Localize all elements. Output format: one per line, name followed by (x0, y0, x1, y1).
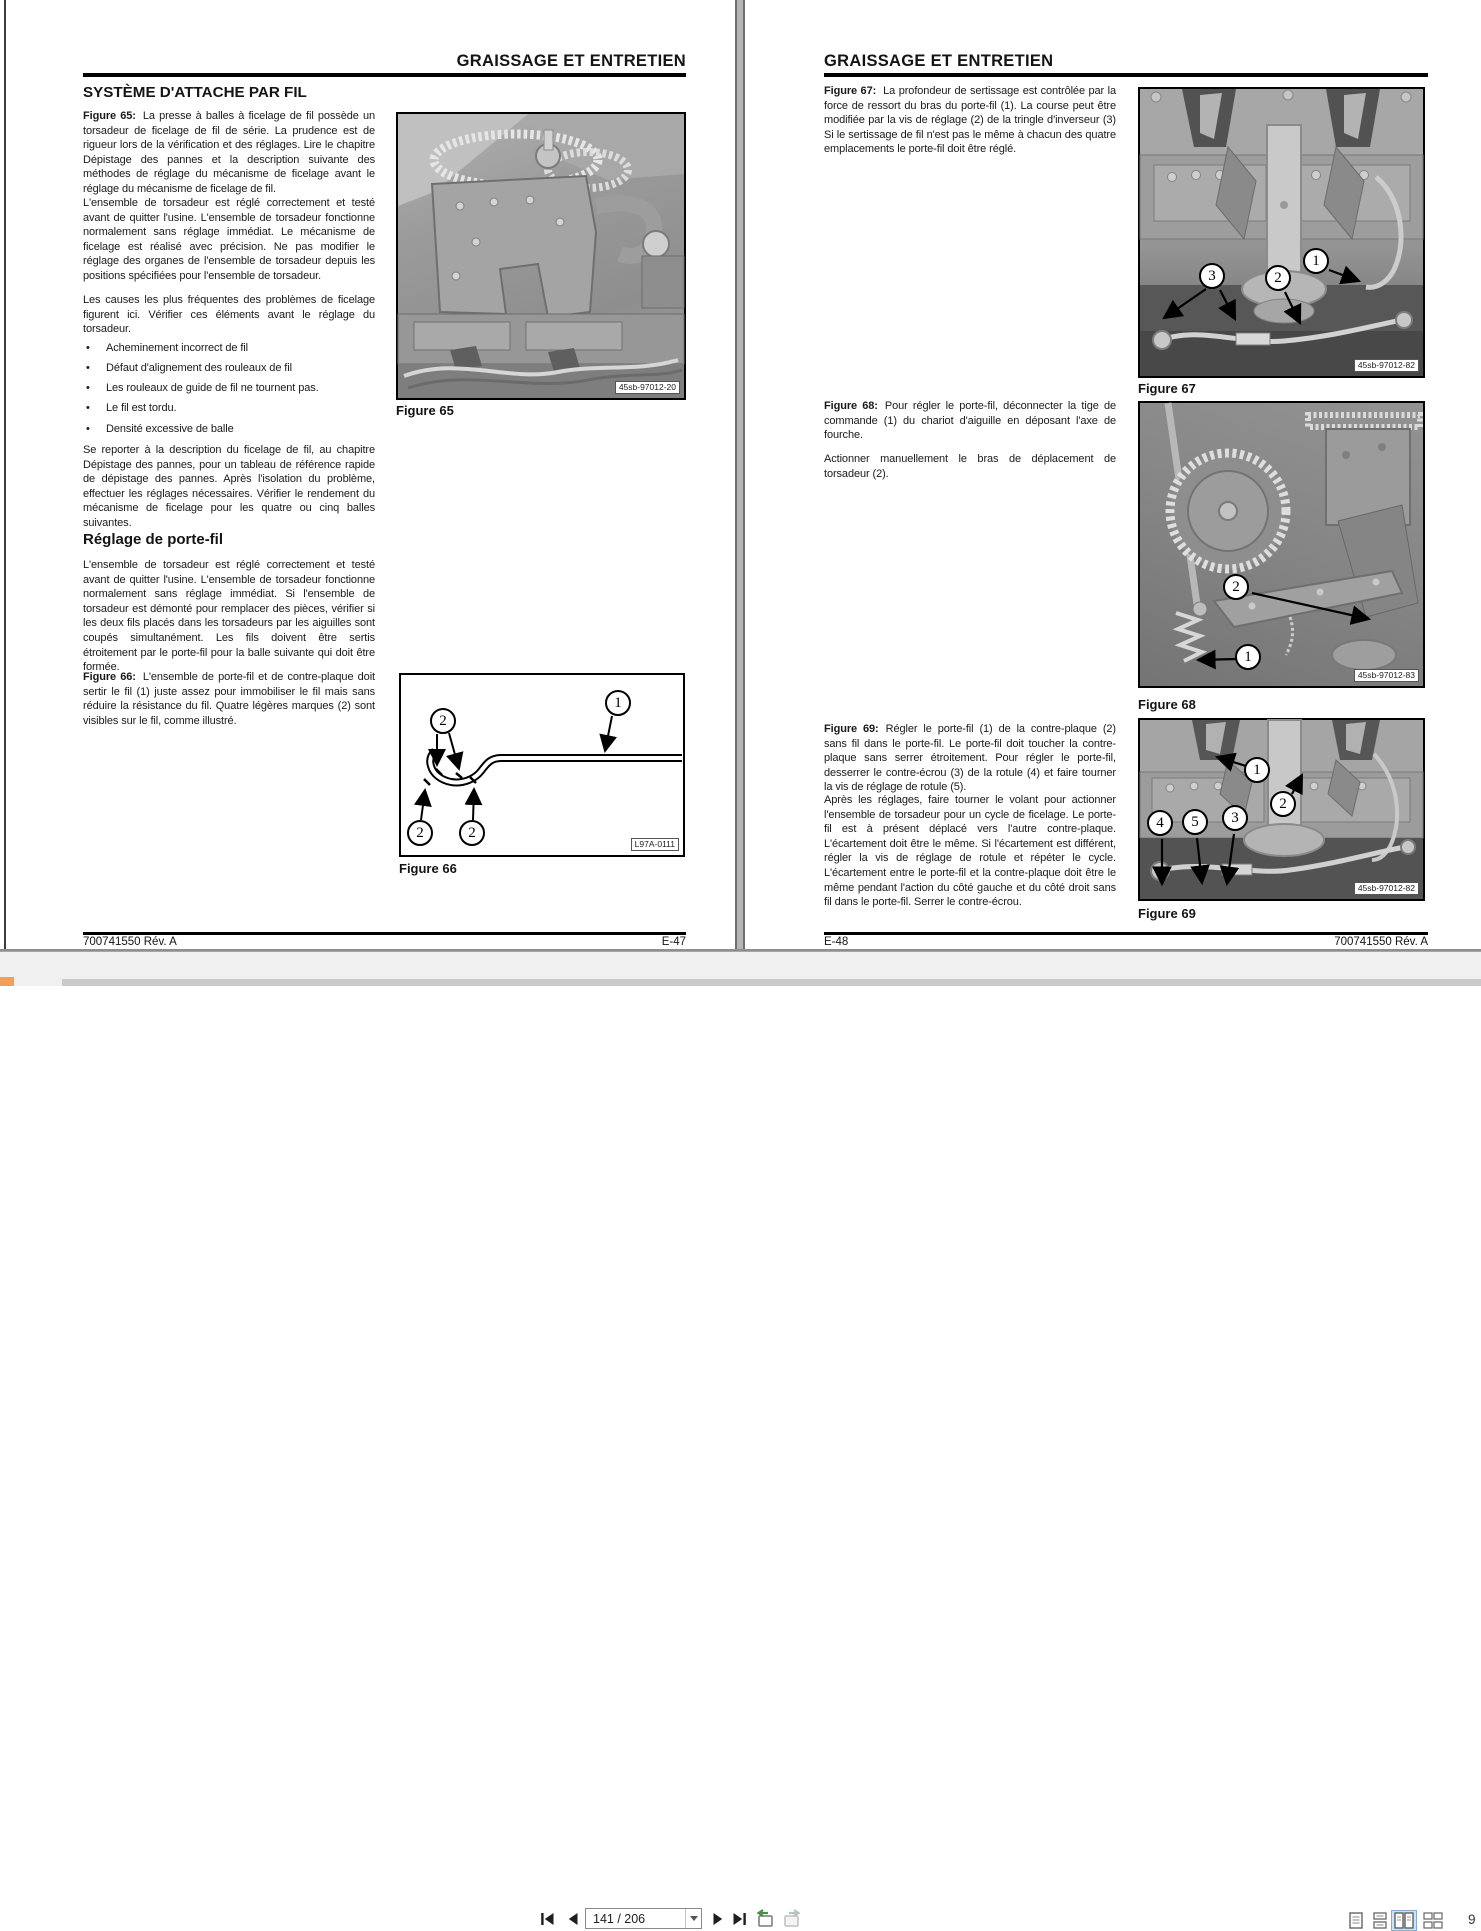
callout-1: 1 (605, 690, 631, 716)
list-item: • Densité excessive de balle (86, 423, 234, 435)
paragraph-figure-68: Figure 68: Pour régler le porte-fil, déconnecter la tige de commande (1) du chariot d'aiguille en déposant l'axe de fourche. (824, 400, 1116, 442)
page-header-title: GRAISSAGE ET ENTRETIEN (824, 52, 1054, 70)
figure-66-diagram (399, 673, 685, 857)
callout-3: 3 (1222, 805, 1248, 831)
diagram-id-tag: L97A-0111 (631, 838, 679, 851)
figure-69-ref: Figure 69: (824, 723, 879, 735)
bullet-icon: • (86, 382, 90, 394)
section-title: SYSTÈME D'ATTACHE PAR FIL (83, 84, 307, 101)
page-footer (824, 936, 1428, 948)
paragraph-figure-67: Figure 67: La profondeur de sertissage est contrôlée par la force de ressort du bras du porte-fil (1). La course peut être modifiée par la vis de réglage (2) de la tringle d'inverseur (3) Si le sertissage de fil n'est pas le même à chacun des quatre emplacements le porte-fil doit être réglé. (824, 85, 1116, 156)
callout-2: 2 (1223, 574, 1249, 600)
page-gutter (735, 0, 745, 949)
page-number: E-47 (661, 936, 686, 948)
photo-id-tag: 45sb-97012-83 (1354, 669, 1419, 682)
callout-3: 3 (1199, 263, 1225, 289)
callout-2: 2 (407, 820, 433, 846)
figure-69-photo (1138, 718, 1425, 901)
callout-1: 1 (1235, 644, 1261, 670)
single-page-view-button[interactable] (1345, 1910, 1367, 1931)
two-page-scroll-icon (1423, 1912, 1443, 1929)
document-number: 700741550 Rév. A (83, 936, 177, 948)
window-bottom-strip (62, 979, 1481, 986)
last-page-button[interactable] (728, 1908, 750, 1930)
list-item: • Le fil est tordu. (86, 402, 177, 414)
figure-68-photo (1138, 401, 1425, 688)
figure-65-caption: Figure 65 (396, 403, 454, 418)
page-number: E-48 (824, 936, 849, 948)
next-page-button[interactable] (706, 1908, 728, 1930)
continuous-scroll-view-button[interactable] (1369, 1910, 1391, 1931)
figure-67-photo (1138, 87, 1425, 378)
callout-1: 1 (1303, 248, 1329, 274)
chevron-down-icon (690, 1916, 698, 1921)
subsection-title: Réglage de porte-fil (83, 531, 224, 548)
page-footer (83, 936, 686, 948)
two-page-scroll-view-button[interactable] (1421, 1910, 1445, 1931)
header-rule (824, 73, 1428, 77)
continuous-scroll-icon (1373, 1912, 1387, 1929)
paragraph: Actionner manuellement le bras de déplacement de torsadeur (2). (824, 453, 1116, 480)
zoom-level-text: 9 (1468, 1912, 1476, 1927)
callout-5: 5 (1182, 809, 1208, 835)
paragraph: Après les réglages, faire tourner le volant pour actionner l'ensemble de torsadeur pour un cycle de ficelage. Le porte-fil est à présent déplacé vers l'autre contre-plaque. L'écartement doit être le même. Si l'écartement est différent, régler la vis de réglage de rotule et répéter le cycle. L'écartement entre le porte-fil et la contre-plaque doit être le même pendant l'action du côté gauche et du côté droit sans fil dans le porte-fil. Serrer le contre-écrou. (824, 794, 1116, 909)
document-number: 700741550 Rév. A (1334, 936, 1428, 948)
page-indicator: 141 / 206 (593, 1911, 646, 1926)
right-text-column (824, 84, 1116, 924)
two-page-icon (1394, 1912, 1414, 1929)
figure-65-photo (396, 112, 686, 400)
document-page-right (745, 0, 1481, 949)
figure-66-ref: Figure 66: (83, 671, 136, 683)
bullet-icon: • (86, 402, 90, 414)
left-text-column (83, 82, 375, 882)
previous-view-icon (753, 1909, 775, 1929)
list-item: • Acheminement incorrect de fil (86, 342, 248, 354)
document-page-left (6, 0, 735, 949)
list-item: • Défaut d'alignement des rouleaux de fil (86, 362, 292, 374)
callout-2: 2 (1270, 791, 1296, 817)
paragraph: Les causes les plus fréquentes des problèmes de ficelage figurent ici. Vérifier ces éléments avant le réglage du torsadeur. (83, 294, 375, 336)
paragraph-figure-69: Figure 69: Régler le porte-fil (1) de la contre-plaque (2) sans fil dans le porte-fil. Le porte-fil doit toucher la contre-plaque sans serrer étroitement. Pour régler le porte-fil, desserrer le contre-écrou (3) de la rotule (4) et faire tourner la vis de réglage de rotule (5). (824, 723, 1116, 794)
figure-68-ref: Figure 68: (824, 400, 878, 412)
last-page-icon (732, 1912, 747, 1926)
callout-arrows (1140, 403, 1423, 686)
previous-page-button[interactable] (562, 1908, 584, 1930)
figure-67-ref: Figure 67: (824, 85, 877, 97)
first-page-button[interactable] (536, 1908, 558, 1930)
bullet-icon: • (86, 362, 90, 374)
callout-4: 4 (1147, 810, 1173, 836)
page-number-input[interactable] (585, 1908, 702, 1929)
machinery-illustration (398, 114, 684, 398)
callout-1: 1 (1244, 757, 1270, 783)
single-page-icon (1349, 1912, 1363, 1929)
bullet-icon: • (86, 342, 90, 354)
first-page-icon (540, 1912, 555, 1926)
paragraph: L'ensemble de torsadeur est réglé correctement et testé avant de quitter l'usine. L'ensemble de torsadeur fonctionne normalement sans réglage immédiat. Si l'ensemble de torsadeur est démonté pour remplacer des pièces, vérifier si les deux fils placés dans les torsadeurs par les aiguilles sont coupés simultanément. Les fils doivent être sertis étroitement par le porte-fil pour la balle suivante qui doit être formée. (83, 559, 375, 674)
footer-rule (824, 932, 1428, 935)
previous-view-button[interactable] (752, 1907, 776, 1930)
footer-rule (83, 932, 686, 935)
figure-69-caption: Figure 69 (1138, 906, 1196, 921)
paragraph-figure-66: Figure 66: L'ensemble de porte-fil et de contre-plaque doit sertir le fil (1) juste assez pour immobiliser le fil mais sans réduire la résistance du fil. Quatre légères marques (2) sont visibles sur le fil, comme illustré. (83, 671, 375, 727)
previous-page-icon (568, 1912, 579, 1926)
callout-2: 2 (1265, 265, 1291, 291)
taskbar-accent (0, 977, 14, 986)
next-view-button[interactable] (781, 1907, 805, 1930)
paragraph-figure-65: Figure 65: La presse à balles à ficelage de fil possède un torsadeur de ficelage de fil de série. La prudence est de rigueur lors de la vérification et des réglages. Lire le chapitre Dépistage des pannes et la description suivante des méthodes de réglage du mécanisme de ficelage avant le réglage du mécanisme de ficelage de fil. (83, 110, 376, 195)
list-item: • Les rouleaux de guide de fil ne tournent pas. (86, 382, 319, 394)
callout-2: 2 (459, 820, 485, 846)
figure-67-caption: Figure 67 (1138, 381, 1196, 396)
bullet-icon: • (86, 423, 90, 435)
viewport-left-edge (4, 0, 6, 949)
page-dropdown[interactable] (685, 1909, 701, 1928)
paragraph: L'ensemble de torsadeur est réglé correctement et testé avant de quitter l'usine. L'ensemble de torsadeur fonctionne normalement sans réglage immédiat. Le mécanisme de ficelage est réalisé avec précision. Ne pas modifier le réglage des organes de l'ensemble de torsadeur depuis les positions spécifiées pour l'ensemble de torsadeur. (83, 197, 375, 282)
photo-id-tag: 45sb-97012-82 (1354, 359, 1419, 372)
figure-66-caption: Figure 66 (399, 861, 457, 876)
photo-id-tag: 45sb-97012-20 (615, 381, 680, 394)
photo-id-tag: 45sb-97012-82 (1354, 882, 1419, 895)
paragraph: Se reporter à la description du ficelage de fil, au chapitre Dépistage des pannes, pour un tableau de référence rapide de dépistage des pannes. Après l'isolation du problème, effectuer les réglages nécessaires. Vérifier le rendement du mécanisme de ficelage pour les quatre ou cinq balles suivantes. (83, 444, 375, 529)
callout-arrows (1140, 89, 1423, 376)
two-page-view-button[interactable] (1391, 1910, 1417, 1931)
wire-diagram (401, 675, 683, 855)
callout-2: 2 (430, 708, 456, 734)
next-page-icon (712, 1912, 723, 1926)
figure-65-ref: Figure 65: (83, 110, 136, 122)
page-header-title: GRAISSAGE ET ENTRETIEN (456, 52, 686, 70)
header-rule (83, 73, 686, 77)
next-view-icon (782, 1909, 804, 1929)
figure-68-caption: Figure 68 (1138, 697, 1196, 712)
